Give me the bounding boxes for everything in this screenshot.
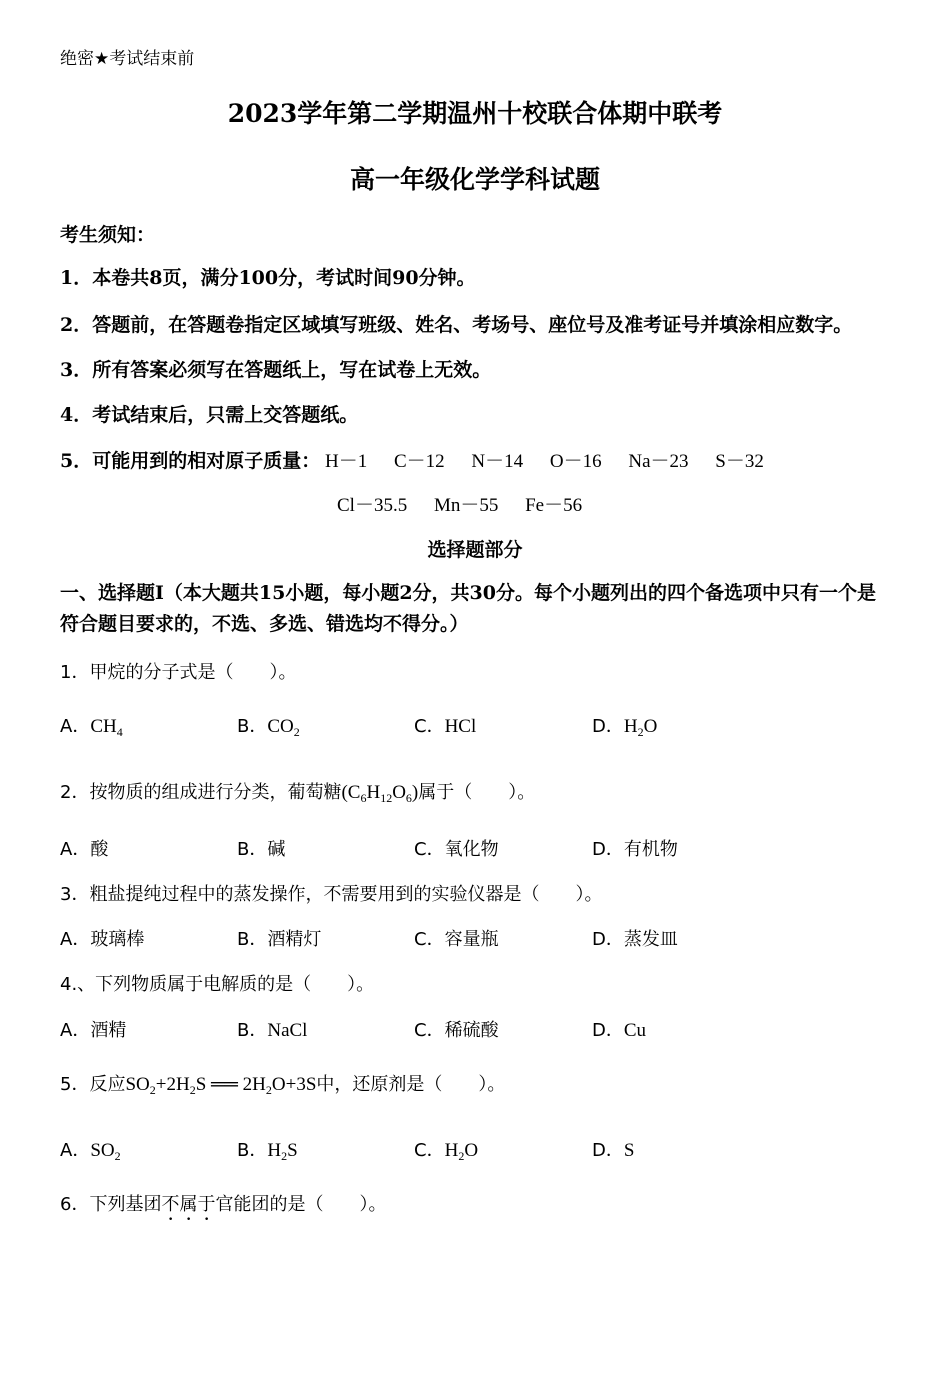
question-2: 2．按物质的组成进行分类，葡萄糖$(C_6H_{12}O_6)$属于（ ）。 [60,782,536,805]
option-d: D．Cu [592,1020,647,1041]
atomic-mass-label: 5．可能用到的相对原子质量： [60,450,321,472]
notice-item-1: 1．本卷共8页，满分100分，考试时间90分钟。 [60,267,476,289]
option-d: D．有机物 [592,839,678,860]
emphasis-not: 不属于 [161,1194,216,1215]
option-a: A．玻璃棒 [60,929,145,950]
question-6: 6．下列基团不属于官能团的是（ ）。 [60,1194,387,1215]
mass-h: H－1 [324,451,368,472]
mass-mn: Mn－55 [433,495,499,516]
reaction-equation: $SO_2+2H_2S$ ══ $2H_2O+3S$ [125,1074,317,1097]
mass-cl: Cl－35.5 [337,495,408,516]
option-a: A．$SO_2$ [60,1140,121,1163]
mass-o: O－16 [549,451,602,472]
option-a: A．酸 [60,839,109,860]
question-5: 5．反应$SO_2+2H_2S$ ══ $2H_2O+3S$中，还原剂是（ ）。 [60,1074,506,1097]
option-c: C．$H_2O$ [414,1140,479,1163]
atomic-mass-list-1 [320,451,786,472]
option-c: C．氧化物 [414,839,499,860]
notice-item-4: 4．考试结束后，只需上交答题纸。 [60,404,359,426]
notice-item-2: 2．答题前，在答题卷指定区域填写班级、姓名、考场号、座位号及准考证号并填涂相应数字。 [60,314,853,336]
mass-s: S－32 [715,451,764,472]
section-title: 一、选择题Ⅰ（本大题共15小题，每小题2分，共30分。每个小题列出的四个备选项中只有一个是符合题目要求的，不选、多选、错选均不得分。） [60,582,876,635]
option-b: B．$CO_2$ [237,716,300,739]
option-d: D．$H_2O$ [592,716,658,739]
question-4: 4.、下列物质属于电解质的是（ ）。 [60,974,375,995]
option-b: B．NaCl [237,1020,308,1041]
question-1: 1．甲烷的分子式是（ ）。 [60,662,297,683]
glucose-formula: $(C_6H_{12}O_6)$ [341,782,419,805]
confidential-label: 绝密★考试结束前 [60,49,195,69]
notice-heading: 考生须知： [60,224,156,246]
mass-na: Na－23 [628,451,689,472]
atomic-mass-list-2 [337,490,604,517]
option-d: D．S [592,1140,635,1161]
option-b: B．$H_2S$ [237,1140,298,1163]
option-c: C．容量瓶 [414,929,499,950]
option-b: B．碱 [237,839,286,860]
notice-item-3: 3．所有答案必须写在答题纸上，写在试卷上无效。 [60,359,492,381]
option-c: C．稀硫酸 [414,1020,499,1041]
option-d: D．蒸发皿 [592,929,678,950]
option-b: B．酒精灯 [237,929,322,950]
question-3: 3．粗盐提纯过程中的蒸发操作，不需要用到的实验仪器是（ ）。 [60,884,603,905]
mass-fe: Fe－56 [525,495,583,516]
part-title: 选择题部分 [427,539,523,561]
option-a: A．酒精 [60,1020,127,1041]
notice-item-5 [60,446,786,473]
exam-subtitle: 高一年级化学学科试题 [349,165,600,194]
option-c: C．HCl [414,716,477,737]
mass-n: N－14 [471,451,524,472]
exam-title: 2023学年第二学期温州十校联合体期中联考 [227,99,723,128]
mass-c: C－12 [393,451,445,472]
option-a: A．$CH_4$ [60,716,123,739]
